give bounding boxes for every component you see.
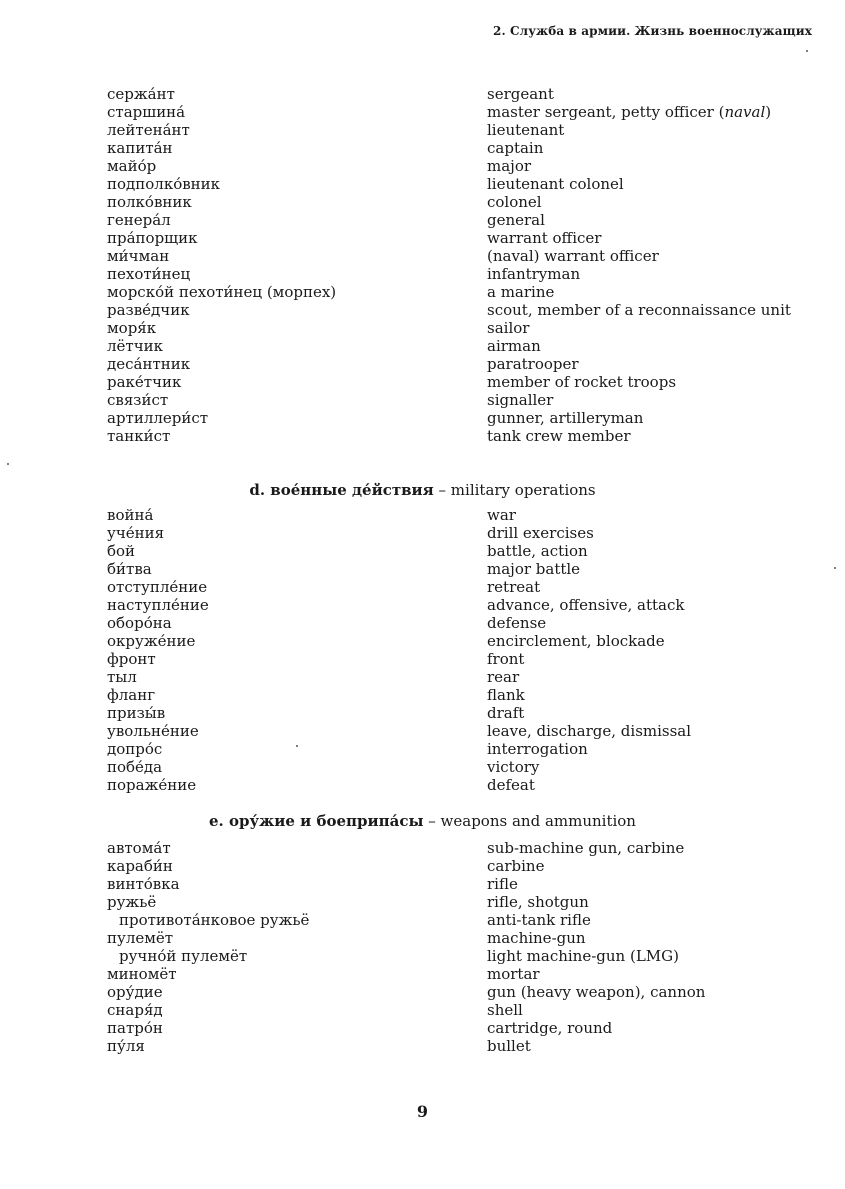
entry-row	[107, 247, 817, 265]
translation-text: master sergeant, petty officer	[487, 103, 714, 121]
russian-term: пораже́ние	[107, 776, 197, 794]
russian-term: снаря́д	[107, 1001, 163, 1019]
section-ranks	[107, 85, 817, 445]
english-translation: draft	[487, 704, 525, 722]
english-translation: general	[487, 211, 545, 229]
russian-term: оборо́на	[107, 614, 172, 632]
english-translation: flank	[487, 686, 525, 704]
russian-term: деса́нтник	[107, 355, 191, 373]
scan-speck	[834, 567, 836, 569]
heading-separator: –	[423, 812, 441, 830]
russian-term: уче́ния	[107, 524, 165, 542]
entry-row	[107, 893, 817, 911]
entry-row	[107, 929, 817, 947]
english-translation: encirclement, blockade	[487, 632, 665, 650]
english-translation: bullet	[487, 1037, 531, 1055]
russian-term: караби́н	[107, 857, 173, 875]
english-translation: rifle, shotgun	[487, 893, 589, 911]
entry-row	[107, 103, 817, 121]
english-translation: sergeant	[487, 85, 554, 103]
entry-row	[107, 857, 817, 875]
russian-term: разве́дчик	[107, 301, 190, 319]
entry-row	[107, 265, 817, 283]
russian-term: лейтена́нт	[107, 121, 190, 139]
entry-row	[107, 85, 817, 103]
entry-row	[107, 409, 817, 427]
english-translation: defeat	[487, 776, 535, 794]
entry-row	[107, 740, 817, 758]
russian-term: капита́н	[107, 139, 173, 157]
russian-term: генера́л	[107, 211, 171, 229]
english-translation: mortar	[487, 965, 540, 983]
english-translation: major battle	[487, 560, 581, 578]
section-heading-weapons	[0, 812, 845, 830]
entry-row	[107, 875, 817, 893]
entry-row	[107, 947, 817, 965]
english-translation: interrogation	[487, 740, 588, 758]
scan-speck	[7, 463, 9, 465]
english-translation: member of rocket troops	[487, 373, 677, 391]
entry-row	[107, 193, 817, 211]
english-translation: sub-machine gun, carbine	[487, 839, 685, 857]
russian-term: лётчик	[107, 337, 163, 355]
russian-term: патро́н	[107, 1019, 163, 1037]
english-translation: victory	[487, 758, 540, 776]
entry-row	[107, 229, 817, 247]
entry-row	[107, 121, 817, 139]
english-translation: gun (heavy weapon), cannon	[487, 983, 706, 1001]
english-translation: infantryman	[487, 265, 581, 283]
entry-row	[107, 578, 817, 596]
entry-row	[107, 157, 817, 175]
heading-en: military operations	[450, 481, 596, 499]
scan-speck	[296, 745, 298, 747]
entry-row	[107, 560, 817, 578]
russian-term: пехоти́нец	[107, 265, 191, 283]
english-translation: defense	[487, 614, 547, 632]
entry-row	[107, 776, 817, 794]
russian-term: ору́дие	[107, 983, 163, 1001]
english-translation: tank crew member	[487, 427, 631, 445]
entry-row	[107, 319, 817, 337]
english-translation: leave, discharge, dismissal	[487, 722, 692, 740]
english-translation: advance, offensive, attack	[487, 596, 685, 614]
russian-term: майо́р	[107, 157, 157, 175]
english-translation: lieutenant colonel	[487, 175, 624, 193]
entry-row	[107, 139, 817, 157]
english-translation: machine-gun	[487, 929, 586, 947]
english-translation: shell	[487, 1001, 523, 1019]
entry-row	[107, 391, 817, 409]
english-translation: front	[487, 650, 525, 668]
section-heading-military-operations	[0, 481, 845, 499]
russian-term: ружьё	[107, 893, 157, 911]
english-translation: warrant officer	[487, 229, 602, 247]
english-translation: master sergeant, petty officer (naval)	[487, 103, 772, 121]
english-translation: rear	[487, 668, 520, 686]
entry-row	[107, 211, 817, 229]
running-head: 2. Служба в армии. Жизнь военнослужащих	[493, 24, 812, 38]
russian-term: моря́к	[107, 319, 157, 337]
usage-note: naval	[724, 103, 766, 121]
english-translation: captain	[487, 139, 544, 157]
english-translation: scout, member of a reconnaissance unit	[487, 301, 791, 319]
russian-term: призы́в	[107, 704, 166, 722]
english-translation: a marine	[487, 283, 555, 301]
russian-term: раке́тчик	[107, 373, 182, 391]
entry-row	[107, 911, 817, 929]
page-number: 9	[416, 1102, 429, 1121]
english-translation: cartridge, round	[487, 1019, 613, 1037]
english-translation: colonel	[487, 193, 542, 211]
entry-row	[107, 524, 817, 542]
english-translation: airman	[487, 337, 541, 355]
russian-term: окруже́ние	[107, 632, 196, 650]
english-translation: sailor	[487, 319, 530, 337]
russian-term: связи́ст	[107, 391, 169, 409]
english-translation: lieutenant	[487, 121, 565, 139]
russian-term: допро́с	[107, 740, 163, 758]
russian-term: увольне́ние	[107, 722, 199, 740]
section-military-operations	[107, 506, 817, 794]
entry-row	[107, 614, 817, 632]
entry-row	[107, 1037, 817, 1055]
entry-row	[107, 704, 817, 722]
russian-term: ми́чман	[107, 247, 170, 265]
russian-term: полко́вник	[107, 193, 192, 211]
entry-row	[107, 301, 817, 319]
russian-term: автома́т	[107, 839, 171, 857]
russian-term: танки́ст	[107, 427, 171, 445]
russian-term: подполко́вник	[107, 175, 221, 193]
russian-term: артиллери́ст	[107, 409, 209, 427]
english-translation: signaller	[487, 391, 554, 409]
russian-term: наступле́ние	[107, 596, 209, 614]
heading-ru: e. ору́жие и боеприпа́сы	[209, 812, 424, 830]
english-translation: major	[487, 157, 532, 175]
russian-term: фланг	[107, 686, 156, 704]
russian-term: бой	[107, 542, 136, 560]
english-translation: (naval) warrant officer	[487, 247, 659, 265]
heading-separator: –	[433, 481, 451, 499]
entry-row	[107, 632, 817, 650]
entry-row	[107, 650, 817, 668]
russian-term: би́тва	[107, 560, 152, 578]
entry-row	[107, 596, 817, 614]
russian-term: отступле́ние	[107, 578, 208, 596]
russian-term: морско́й пехоти́нец (морпех)	[107, 283, 337, 301]
russian-term: старшина́	[107, 103, 186, 121]
russian-term: фронт	[107, 650, 156, 668]
section-weapons	[107, 839, 817, 1055]
russian-term: миномёт	[107, 965, 177, 983]
scan-speck	[806, 50, 808, 52]
russian-term: пу́ля	[107, 1037, 145, 1055]
entry-row	[107, 839, 817, 857]
english-translation: carbine	[487, 857, 545, 875]
entry-row	[107, 1001, 817, 1019]
heading-en: weapons and ammunition	[440, 812, 636, 830]
russian-term: война́	[107, 506, 154, 524]
entry-row	[107, 373, 817, 391]
heading-ru: d. вое́нные де́йствия	[249, 481, 434, 499]
russian-term: побе́да	[107, 758, 163, 776]
english-translation: retreat	[487, 578, 541, 596]
russian-term: ручно́й пулемёт	[119, 947, 248, 965]
russian-term: сержа́нт	[107, 85, 175, 103]
english-translation: anti-tank rifle	[487, 911, 591, 929]
russian-term: пулемёт	[107, 929, 174, 947]
entry-row	[107, 337, 817, 355]
entry-row	[107, 668, 817, 686]
english-translation: drill exercises	[487, 524, 594, 542]
english-translation: gunner, artilleryman	[487, 409, 644, 427]
russian-term: тыл	[107, 668, 137, 686]
entry-row	[107, 506, 817, 524]
entry-row	[107, 283, 817, 301]
russian-term: пра́порщик	[107, 229, 198, 247]
russian-term: винто́вка	[107, 875, 180, 893]
english-translation: paratrooper	[487, 355, 579, 373]
entry-row	[107, 427, 817, 445]
entry-row	[107, 983, 817, 1001]
entry-row	[107, 965, 817, 983]
entry-row	[107, 758, 817, 776]
english-translation: rifle	[487, 875, 518, 893]
entry-row	[107, 542, 817, 560]
entry-row	[107, 355, 817, 373]
english-translation: light machine-gun (LMG)	[487, 947, 679, 965]
entry-row	[107, 175, 817, 193]
entry-row	[107, 686, 817, 704]
english-translation: war	[487, 506, 516, 524]
russian-term: противота́нковое ружьё	[119, 911, 310, 929]
english-translation: battle, action	[487, 542, 588, 560]
entry-row	[107, 722, 817, 740]
entry-row	[107, 1019, 817, 1037]
